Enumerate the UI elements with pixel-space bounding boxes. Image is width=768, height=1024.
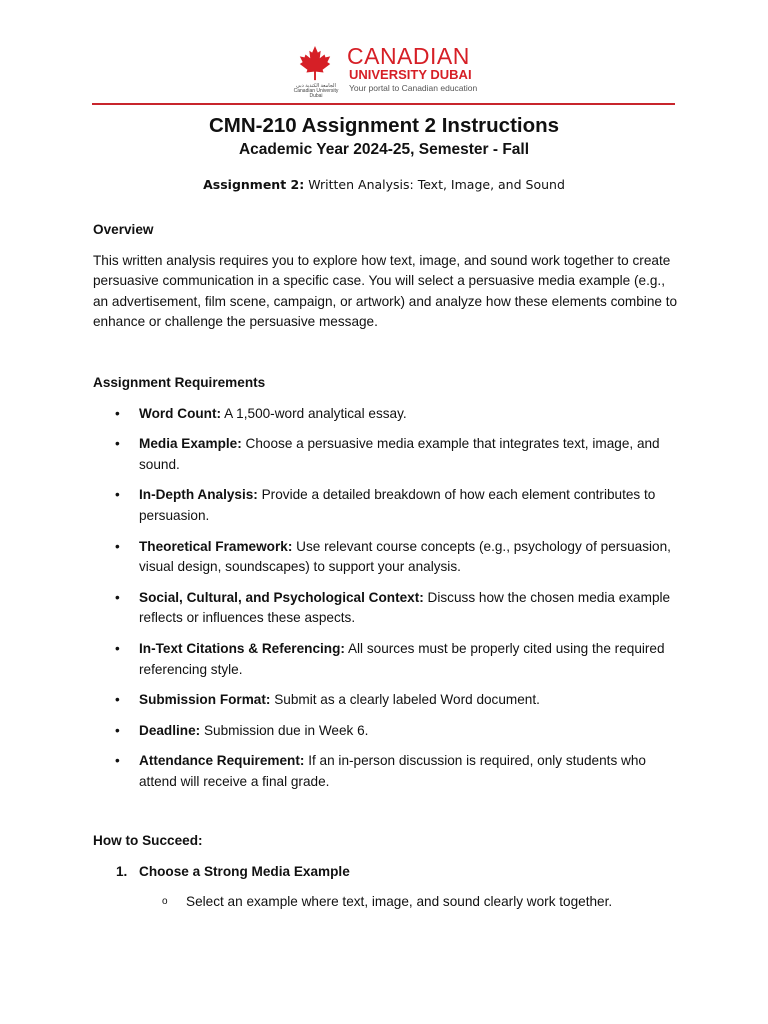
item-text: Submission due in Week 6. bbox=[200, 722, 369, 738]
item-text: A 1,500-word analytical essay. bbox=[221, 405, 407, 421]
bullet-icon: • bbox=[115, 692, 120, 708]
list-item bbox=[93, 690, 678, 711]
logo-tagline: Your portal to Canadian education bbox=[349, 83, 478, 93]
item-label: Deadline: bbox=[139, 722, 201, 738]
logo-arabic-text: الجامعة الكندية دبي Canadian University Dubai bbox=[293, 83, 339, 99]
item-label: Word Count: bbox=[139, 405, 222, 421]
item-label: Media Example: bbox=[139, 436, 242, 452]
page-subtitle: Academic Year 2024-25, Semester - Fall bbox=[238, 141, 530, 158]
page-title: CMN-210 Assignment 2 Instructions bbox=[208, 114, 560, 137]
item-label: Social, Cultural, and Psychological Context: bbox=[139, 589, 424, 605]
bullet-icon: • bbox=[115, 640, 120, 656]
overview-text: This written analysis requires you to explore how text, image, and sound work together to create persuasive communication in a specific case. You will select a persuasive media example (e.g., an advertisement, film scene, campaign, or artwork) and analyze how these elements combine to enhance or challenge the persuasive message. bbox=[93, 252, 678, 330]
logo-brand-sub: UNIVERSITY DUBAI bbox=[349, 67, 472, 82]
item-text: Submit as a clearly labeled Word document. bbox=[270, 692, 540, 708]
bullet-icon: • bbox=[115, 487, 120, 503]
item-label: In-Text Citations & Referencing: bbox=[139, 640, 345, 656]
item-text: Provide a detailed breakdown of how each element contributes to persuasion. bbox=[139, 487, 656, 523]
bullet-icon: • bbox=[115, 722, 120, 738]
bullet-icon: • bbox=[115, 589, 120, 605]
item-text: If an in-person discussion is required, only students who attend will receive a final grade. bbox=[139, 753, 646, 789]
logo-brand-name: CANADIAN bbox=[347, 43, 470, 69]
list-item bbox=[93, 434, 678, 475]
list-item bbox=[93, 721, 678, 742]
requirements-heading: Assignment Requirements bbox=[93, 375, 266, 390]
item-label: In-Depth Analysis: bbox=[139, 487, 258, 503]
step-number: 1. bbox=[116, 863, 128, 879]
step-title: Choose a Strong Media Example bbox=[139, 863, 350, 879]
item-text: Choose a persuasive media example that integrates text, image, and sound. bbox=[139, 436, 660, 472]
list-item bbox=[93, 639, 678, 680]
bullet-icon: • bbox=[115, 436, 120, 452]
list-item bbox=[93, 537, 678, 578]
list-item bbox=[93, 751, 678, 792]
substep-text: Select an example where text, image, and sound clearly work together. bbox=[186, 894, 613, 910]
assignment-line bbox=[0, 176, 768, 194]
bullet-icon: • bbox=[115, 753, 120, 769]
item-text: Use relevant course concepts (e.g., psychology of persuasion, visual design, soundscapes) to support your analysis. bbox=[139, 538, 671, 575]
header-divider bbox=[92, 103, 675, 105]
assignment-title: Written Analysis: Text, Image, and Sound bbox=[308, 177, 565, 192]
how-to-succeed-section bbox=[93, 831, 678, 913]
item-text: All sources must be properly cited using the required referencing style. bbox=[139, 640, 665, 677]
item-label: Attendance Requirement: bbox=[139, 753, 305, 769]
list-item bbox=[93, 892, 678, 913]
maple-leaf-icon bbox=[296, 45, 334, 83]
list-item bbox=[93, 485, 678, 526]
list-item bbox=[93, 862, 678, 883]
assignment-label: Assignment 2: bbox=[203, 177, 305, 192]
list-item bbox=[93, 404, 678, 425]
success-heading: How to Succeed: bbox=[93, 833, 203, 848]
item-label: Theoretical Framework: bbox=[139, 538, 293, 554]
requirements-section bbox=[93, 373, 678, 803]
item-label: Submission Format: bbox=[139, 692, 271, 708]
requirements-list bbox=[93, 404, 678, 793]
university-logo bbox=[293, 43, 486, 99]
item-text: Discuss how the chosen media example reflects or influences these aspects. bbox=[139, 589, 671, 626]
overview-heading: Overview bbox=[93, 222, 154, 237]
bullet-icon: • bbox=[115, 405, 120, 421]
circle-bullet-icon: o bbox=[162, 896, 168, 908]
overview-section bbox=[93, 220, 678, 333]
list-item bbox=[93, 588, 678, 629]
bullet-icon: • bbox=[115, 538, 120, 554]
